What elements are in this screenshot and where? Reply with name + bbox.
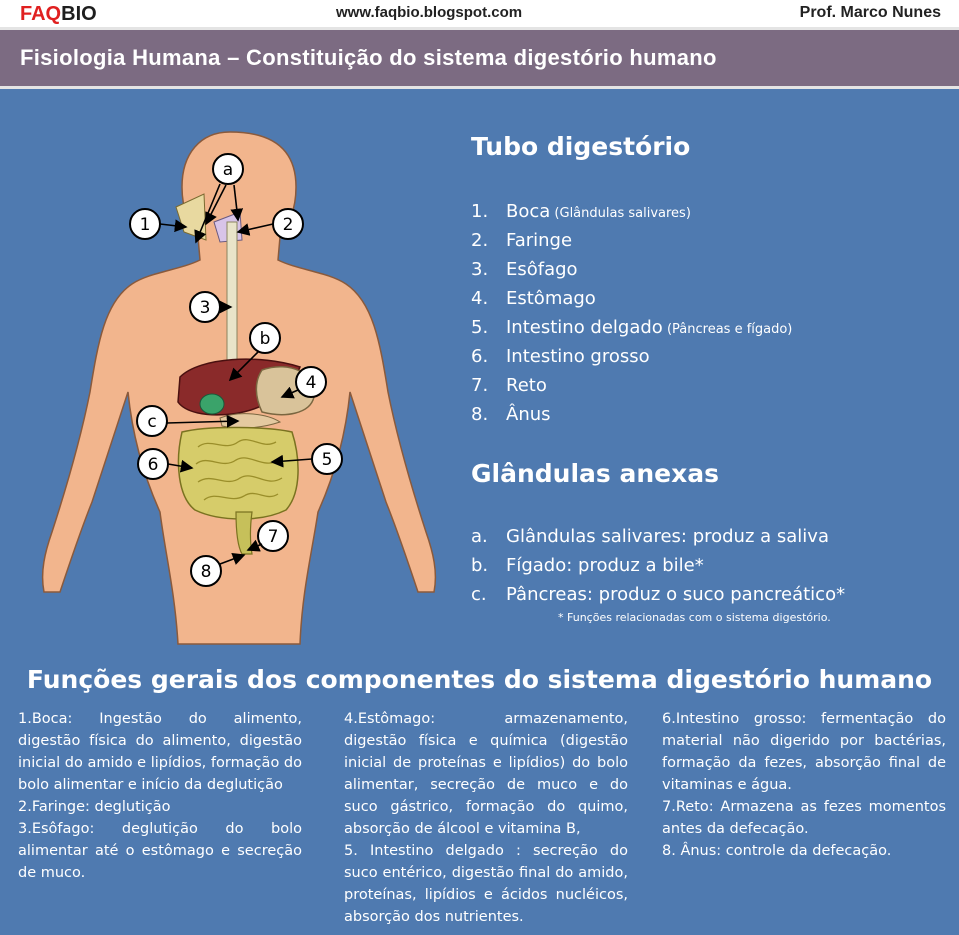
funcoes-column-1	[18, 708, 302, 884]
brand-faq: FAQ	[20, 3, 62, 25]
tubo-item	[471, 371, 792, 400]
tubo-item-label: Esôfago	[506, 259, 578, 280]
glandula-item-label: Pâncreas: produz o suco pancreático*	[506, 584, 846, 605]
glandula-item-letter: c.	[471, 584, 487, 605]
svg-text:1: 1	[139, 215, 151, 235]
glandulas-footnote: * Funções relacionadas com o sistema digestório.	[558, 611, 831, 624]
svg-text:5: 5	[321, 450, 333, 470]
glandulas-list	[471, 522, 845, 609]
svg-text:c: c	[147, 412, 157, 432]
label-8	[191, 556, 221, 586]
site-url: www.faqbio.blogspot.com	[336, 4, 523, 21]
title-bar	[0, 27, 959, 89]
funcao-paragraph: 7.Reto: Armazena as fezes momentos antes da defecação.	[662, 799, 946, 837]
tubo-item	[471, 284, 792, 313]
svg-text:8: 8	[200, 562, 212, 582]
tubo-item-label: Reto	[506, 375, 547, 396]
tubo-item	[471, 400, 792, 429]
label-1	[130, 209, 160, 239]
funcao-paragraph: 6.Intestino grosso: fermentação do material não digerido por bactérias, formação da fezes, absorção final de vitaminas e água.	[662, 711, 946, 793]
tubo-list	[471, 197, 792, 429]
funcoes-column-3	[662, 708, 946, 862]
glandula-item-label: Glândulas salivares: produz a saliva	[506, 526, 829, 547]
label-6	[138, 449, 168, 479]
funcao-paragraph: 2.Faringe: deglutição	[18, 799, 171, 815]
glandula-item	[471, 522, 845, 551]
tubo-item	[471, 255, 792, 284]
tubo-item-label: Faringe	[506, 230, 573, 251]
glandulas-title: Glândulas anexas	[471, 459, 719, 488]
top-bar	[0, 0, 959, 27]
svg-text:6: 6	[147, 455, 159, 475]
tubo-item-number: 2.	[471, 230, 489, 251]
tubo-item-number: 3.	[471, 259, 489, 280]
tubo-item-number: 7.	[471, 375, 489, 396]
tubo-title: Tubo digestório	[471, 132, 691, 161]
tubo-item-number: 5.	[471, 317, 489, 338]
brand-bio: BIO	[61, 3, 97, 25]
tubo-item-number: 8.	[471, 404, 489, 425]
label-c	[137, 406, 167, 436]
label-5	[312, 444, 342, 474]
tubo-item-label: Boca	[506, 201, 551, 222]
tubo-item	[471, 313, 792, 342]
svg-text:7: 7	[267, 527, 279, 547]
funcao-paragraph: 5. Intestino delgado : secreção do suco entérico, digestão final do amido, proteínas, lipídios e ácidos nucléicos, absorção dos nutrientes.	[344, 843, 628, 925]
label-b	[250, 323, 280, 353]
author-name: Prof. Marco Nunes	[799, 4, 941, 21]
body-illustration	[0, 92, 460, 652]
funcao-paragraph: 3.Esôfago: deglutição do bolo alimentar até o estômago e secreção de muco.	[18, 821, 302, 881]
funcao-paragraph: 4.Estômago: armazenamento, digestão física e química (digestão inicial de proteínas e lipídios) do bolo alimentar, secreção de muco e do suco gástrico, formação do quimo, absorção de álcool e vitamina B,	[344, 711, 628, 837]
tubo-item-number: 1.	[471, 201, 489, 222]
glandula-item-label: Fígado: produz a bile*	[506, 555, 704, 576]
funcao-paragraph: 8. Ânus: controle da defecação.	[662, 843, 892, 859]
svg-text:2: 2	[282, 215, 294, 235]
page-title: Fisiologia Humana – Constituição do sistema digestório humano	[20, 45, 717, 70]
tubo-item-number: 4.	[471, 288, 489, 309]
svg-text:4: 4	[305, 373, 317, 393]
tubo-item-number: 6.	[471, 346, 489, 367]
svg-text:a: a	[222, 160, 234, 180]
funcoes-column-2	[344, 708, 628, 928]
tubo-item-label: Intestino delgado	[506, 317, 663, 338]
tubo-item-label: Ânus	[506, 404, 551, 425]
digestive-system-illustration	[0, 92, 460, 652]
tubo-item-note: (Glândulas salivares)	[550, 206, 691, 221]
funcao-paragraph: 1.Boca: Ingestão do alimento, digestão física do alimento, digestão inicial do amido e lipídios, formação do bolo alimentar e início da deglutição	[18, 711, 302, 793]
label-7	[258, 521, 288, 551]
label-4	[296, 367, 326, 397]
tubo-item	[471, 342, 792, 371]
tubo-item-note: (Pâncreas e fígado)	[662, 322, 793, 337]
tubo-item-label: Intestino grosso	[506, 346, 650, 367]
tubo-item-label: Estômago	[506, 288, 596, 309]
funcoes-title: Funções gerais dos componentes do sistema digestório humano	[26, 665, 933, 694]
brand-logo	[20, 3, 97, 26]
glandula-item	[471, 580, 845, 609]
glandula-item	[471, 551, 845, 580]
glandula-item-letter: b.	[471, 555, 489, 576]
label-2	[273, 209, 303, 239]
tubo-item	[471, 197, 792, 226]
label-3	[190, 292, 220, 322]
label-a	[213, 154, 243, 184]
svg-text:b: b	[259, 329, 271, 349]
glandula-item-letter: a.	[471, 526, 488, 547]
tubo-item	[471, 226, 792, 255]
svg-text:3: 3	[199, 298, 211, 318]
